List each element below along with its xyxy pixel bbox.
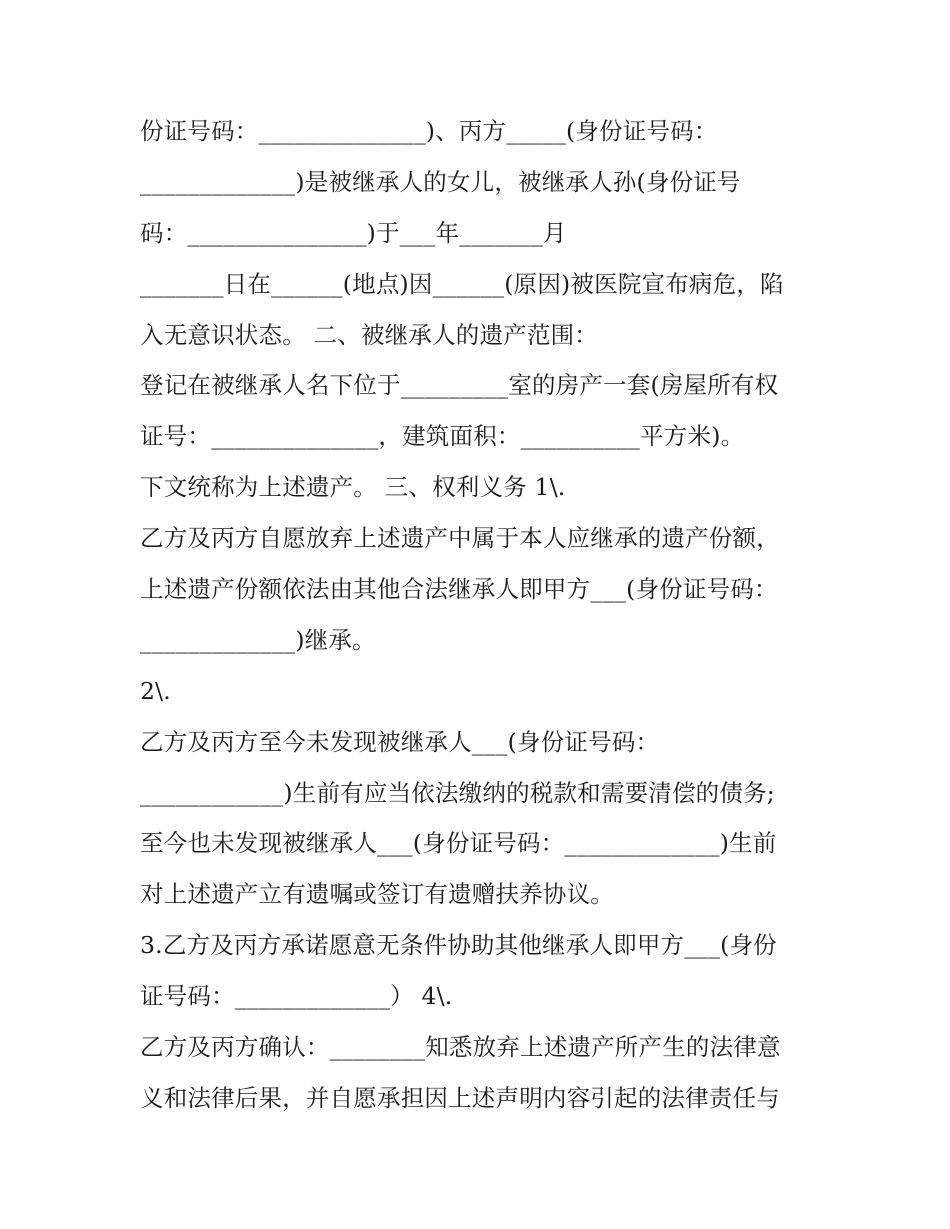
text-line: 码：_______________)于___年_______月 — [140, 218, 567, 247]
text-line: _____________)继承。 — [140, 625, 376, 654]
text-line: _____________)是被继承人的女儿，被继承人孙(身份证号 — [140, 167, 741, 196]
text-line: 义和法律后果，并自愿承担因上述声明内容引起的法律责任与 — [140, 1083, 780, 1112]
text-line: ____________)生前有应当依法缴纳的税款和需要清偿的债务; — [140, 778, 775, 807]
text-line: 对上述遗产立有遗嘱或签订有遗赠扶养协议。 — [140, 880, 614, 909]
text-line: 乙方及丙方自愿放弃上述遗产中属于本人应继承的遗产份额， — [140, 524, 780, 553]
text-line: 份证号码：______________)、丙方_____(身份证号码： — [140, 117, 718, 145]
text-line: 3.乙方及丙方承诺愿意无条件协助其他继承人即甲方___(身份 — [140, 931, 777, 960]
text-line: 乙方及丙方至今未发现被继承人___(身份证号码： — [140, 727, 660, 756]
text-line: 入无意识状态。 二、被继承人的遗产范围： — [140, 320, 598, 349]
document-body — [140, 106, 830, 1124]
text-line: 乙方及丙方确认：________知悉放弃上述遗产所产生的法律意 — [140, 1033, 781, 1062]
text-line: 登记在被继承人名下位于_________室的房产一套(房屋所有权 — [140, 371, 779, 400]
text-line: 上述遗产份额依法由其他合法继承人即甲方___(身份证号码： — [140, 575, 778, 604]
text-line: 证号：______________，建筑面积：__________平方米)。 — [140, 422, 745, 451]
text-line: 证号码：_____________） 4\. — [140, 982, 453, 1011]
text-line: 至今也未发现被继承人___(身份证号码：_____________)生前 — [140, 829, 777, 858]
text-line: 下文统称为上述遗产。 三、权利义务 1\. — [140, 473, 566, 502]
text-line: _______日在______(地点)因______(原因)被医院宣布病危，陷 — [140, 269, 784, 298]
text-line: 2\. — [140, 676, 171, 705]
